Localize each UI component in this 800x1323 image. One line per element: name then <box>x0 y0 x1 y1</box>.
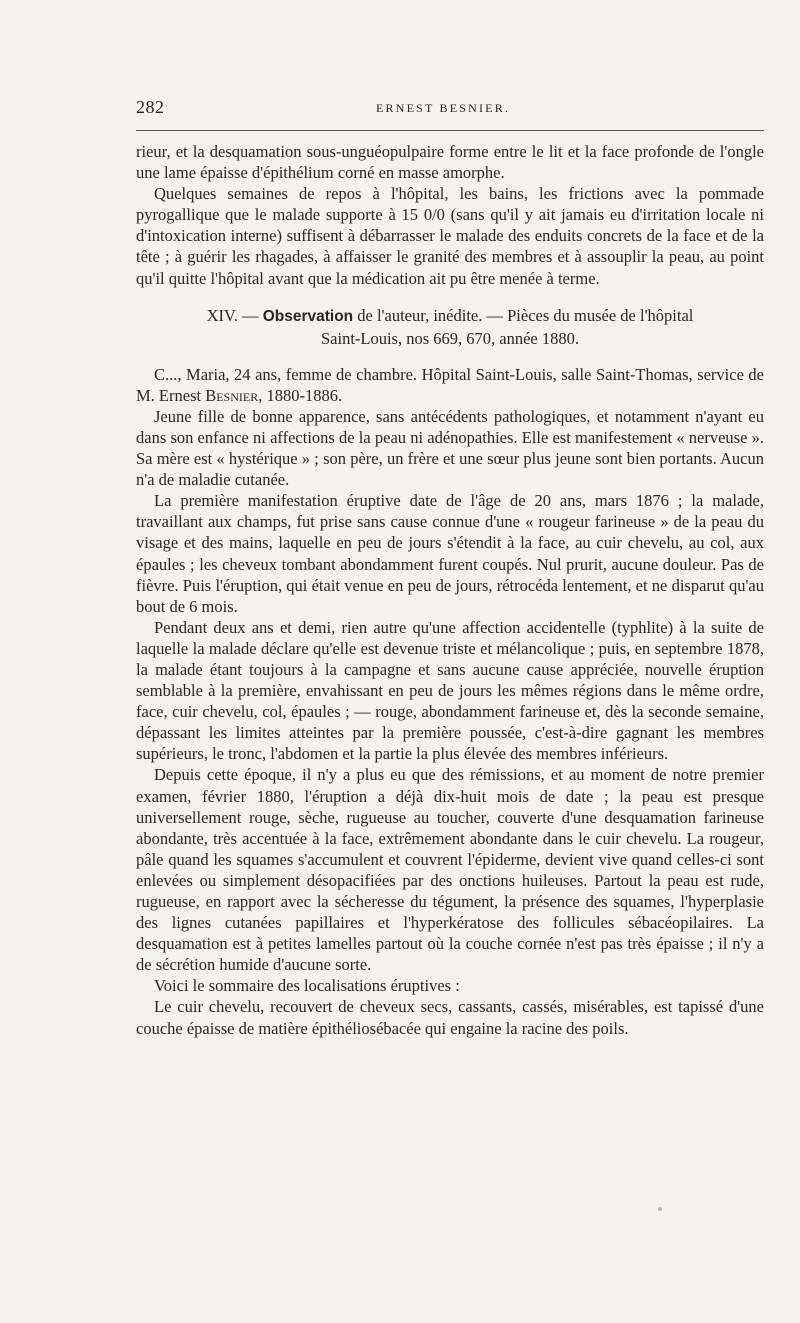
paragraph-examination: Depuis cette époque, il n'y a plus eu que des rémissions, et au moment de notre premier examen, février 1880, l'éruption a déjà dix-huit mois de date ; la peau est presque universellement rouge, sèche, rugueuse au toucher, couverte d'une desquamation farineuse abondante, très accentuée à la face, extrêmement abondante dans le cuir chevelu. La rougeur, pâle quand les squames s'accumulent et couvrent l'épiderme, devient vive quand celles-ci sont enlevées ou simplement désopacifiées par des onctions huileuses. Partout la peau est rude, rugueuse, en rapport avec la sécheresse du tégument, la présence des squames, l'hyperplasie des lignes cutanées papillaires et l'hyperkératose des follicules sébacéopilaires. La desquamation est à petites lamelles partout où la couche cornée n'est pas très épaisse ; il n'y a de sécrétion humide d'aucune sorte. <box>136 765 764 975</box>
paragraph-antecedents: Jeune fille de bonne apparence, sans antécédents pathologiques, et notamment n'ayant eu dans son enfance ni affections de la peau ni adénopathies. Elle est manifestement « nerveuse ». Sa mère est « hystérique » ; son père, un frère et une sœur plus jeune sont bien portants. Aucun n'a de maladie cutanée. <box>136 406 764 490</box>
running-head: ERNEST BESNIER. <box>376 101 511 115</box>
paragraph-continuation: rieur, et la desquamation sous-unguéopulpaire forme entre le lit et la face profonde de l'ongle une lame épaisse d'épithélium corné en masse amorphe. <box>136 142 764 183</box>
paragraph-second-eruption: Pendant deux ans et demi, rien autre qu'une affection accidentelle (typhlite) à la suite de laquelle la malade déclare qu'elle est devenue triste et mélancolique ; puis, en septembre 1878, la malade étant toujours à la campagne et sans aucune cause appréciée, nouvelle éruption semblable à la première, envahissant en peu de jours les mêmes régions dans le même ordre, face, cuir chevelu, col, épaules ; — rouge, abondamment farineuse et, dès la seconde semaine, dépassant les limites atteintes par la première poussée, c'est-à-dire gagnant les membres supérieurs, le tronc, l'abdomen et la partie la plus élevée des membres inférieurs. <box>136 617 764 764</box>
case-intro-author: Besnier <box>205 385 259 405</box>
observation-number: XIV. — <box>206 305 263 325</box>
paragraph-summary-intro: Voici le sommaire des localisations éruptives : <box>154 976 460 996</box>
case-intro <box>136 364 764 406</box>
observation-subtitle: de l'auteur, inédite. — Pièces du musée de l'hôpital <box>353 305 694 325</box>
paper-speck <box>658 1207 662 1211</box>
case-intro-text: C..., Maria, 24 ans, femme de chambre. Hôpital Saint-Louis, salle Saint-Thomas, service de M. Ernest <box>136 364 764 405</box>
observation-heading-line2: Saint-Louis, nos 669, 670, année 1880. <box>320 328 579 348</box>
body-text <box>136 141 764 1039</box>
observation-heading-line1 <box>136 305 764 328</box>
observation-title: Observation <box>262 307 354 325</box>
paragraph-treatment: Quelques semaines de repos à l'hôpital, les bains, les frictions avec la pommade pyrogallique que le malade supporte à 15 0/0 (sans qu'il y ait jamais eu d'irritation locale ni d'intoxication interne) suffisent à débarrasser le malade des enduits concrets de la face et de la tête ; à guérir les rhagades, à affaisser le granité des membres et à assouplir la peau, au point qu'il quitte l'hôpital avant que la médication ait pu être menée à terme. <box>136 184 764 288</box>
paragraph-scalp: Le cuir chevelu, recouvert de cheveux secs, cassants, cassés, misérables, est tapissé d'une couche épaisse de matière épithéliosébacée qui engaine la racine des poils. <box>136 997 764 1038</box>
page-number: 282 <box>136 97 165 117</box>
case-intro-dates: , 1880-1886. <box>258 385 343 405</box>
header-rule <box>136 130 764 131</box>
paragraph-first-eruption: La première manifestation éruptive date de l'âge de 20 ans, mars 1876 ; la malade, travaillant aux champs, fut prise sans cause connue d'une « rougeur farineuse » de la peau du visage et des mains, laquelle en peu de jours s'étendit à la face, au cuir chevelu, au col, aux épaules ; les cheveux tombant abondamment furent coupés. Nul prurit, aucune douleur. Pas de fièvre. Puis l'éruption, qui était venue en peu de jours, rétrocéda lentement, et ne disparut qu'au bout de 6 mois. <box>136 491 764 616</box>
page-header <box>136 97 764 123</box>
observation-heading <box>136 305 764 350</box>
